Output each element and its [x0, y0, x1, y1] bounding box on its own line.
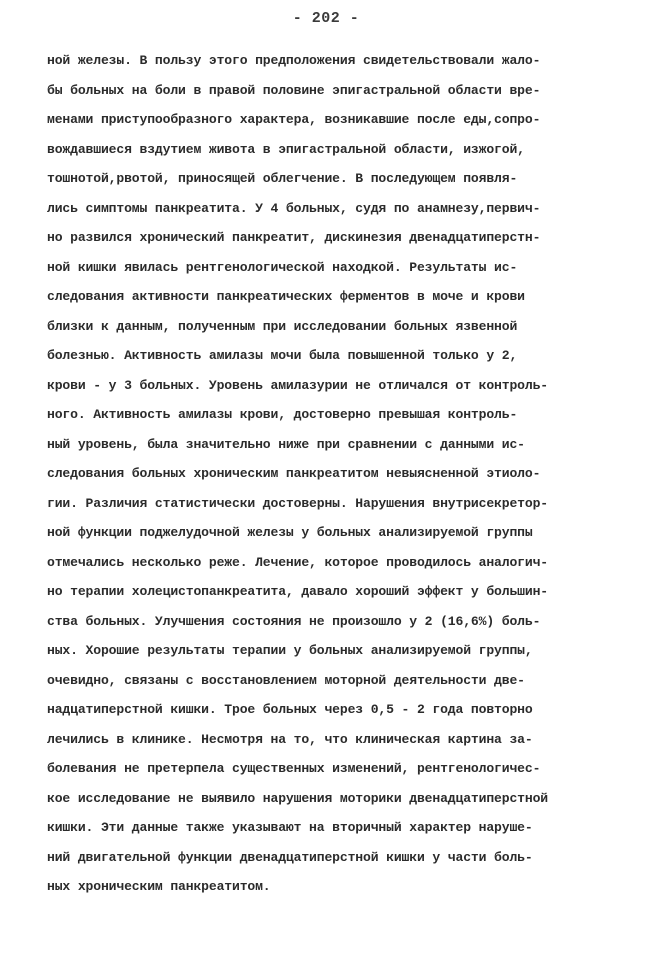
text-line: ной железы. В пользу этого предположения свидетельствовали жало-: [47, 53, 541, 68]
text-line: менами приступообразного характера, возникавшие после еды,сопро-: [47, 112, 541, 127]
text-line: близки к данным, полученным при исследовании больных язвенной: [47, 318, 518, 334]
text-line: гии. Различия статистически достоверны. Нарушения внутрисекретор-: [47, 495, 548, 511]
text-line: ной функции поджелудочной железы у больных анализируемой группы: [47, 525, 533, 540]
text-line: ных. Хорошие результаты терапии у больных анализируемой группы,: [47, 643, 533, 658]
text-line: ной кишки явилась рентгенологической находкой. Результаты ис-: [47, 259, 518, 275]
text-line: следования больных хроническим панкреатитом невыясненной этиоло-: [47, 466, 541, 481]
text-line: но развился хронический панкреатит, дискинезия двенадцатиперстн-: [47, 230, 541, 245]
text-line: лись симптомы панкреатита. У 4 больных, судя по анамнезу,первич-: [47, 200, 541, 216]
page-number: - 202 -: [292, 10, 360, 27]
text-line: кое исследование не выявило нарушения моторики двенадцатиперстной: [47, 790, 548, 806]
text-line: крови - у 3 больных. Уровень амилазурии не отличался от контроль-: [47, 377, 548, 393]
body-text: [47, 46, 622, 902]
text-line: очевидно, связаны с восстановлением моторной деятельности две-: [47, 672, 525, 688]
text-line: ных хроническим панкреатитом.: [47, 879, 271, 894]
text-line: лечились в клинике. Несмотря на то, что клиническая картина за-: [47, 731, 533, 747]
text-line: следования активности панкреатических ферментов в моче и крови: [47, 289, 525, 304]
text-line: болевания не претерпела существенных изменений, рентгенологичес-: [47, 761, 541, 776]
text-line: вождавшиеся вздутием живота в эпигастральной области, изжогой,: [47, 141, 525, 157]
text-line: ный уровень, была значительно ниже при сравнении с данными ис-: [47, 436, 525, 452]
text-line: отмечались несколько реже. Лечение, которое проводилось аналогич-: [47, 554, 548, 570]
text-line: ний двигательной функции двенадцатиперстной кишки у части боль-: [47, 849, 533, 865]
text-line: бы больных на боли в правой половине эпигастральной области вре-: [47, 82, 541, 98]
text-line: надцатиперстной кишки. Трое больных через 0,5 - 2 года повторно: [47, 702, 533, 717]
text-line: ства больных. Улучшения состояния не произошло у 2 (16,6%) боль-: [47, 613, 541, 629]
text-line: кишки. Эти данные также указывают на вторичный характер наруше-: [47, 820, 533, 835]
text-line: тошнотой,рвотой, приносящей облегчение. В последующем появля-: [47, 171, 518, 186]
text-line: ного. Активность амилазы крови, достоверно превышая контроль-: [47, 407, 518, 422]
text-line: болезнью. Активность амилазы мочи была повышенной только у 2,: [47, 348, 518, 363]
text-line: но терапии холецистопанкреатита, давало хороший эффект у большин-: [47, 584, 548, 599]
